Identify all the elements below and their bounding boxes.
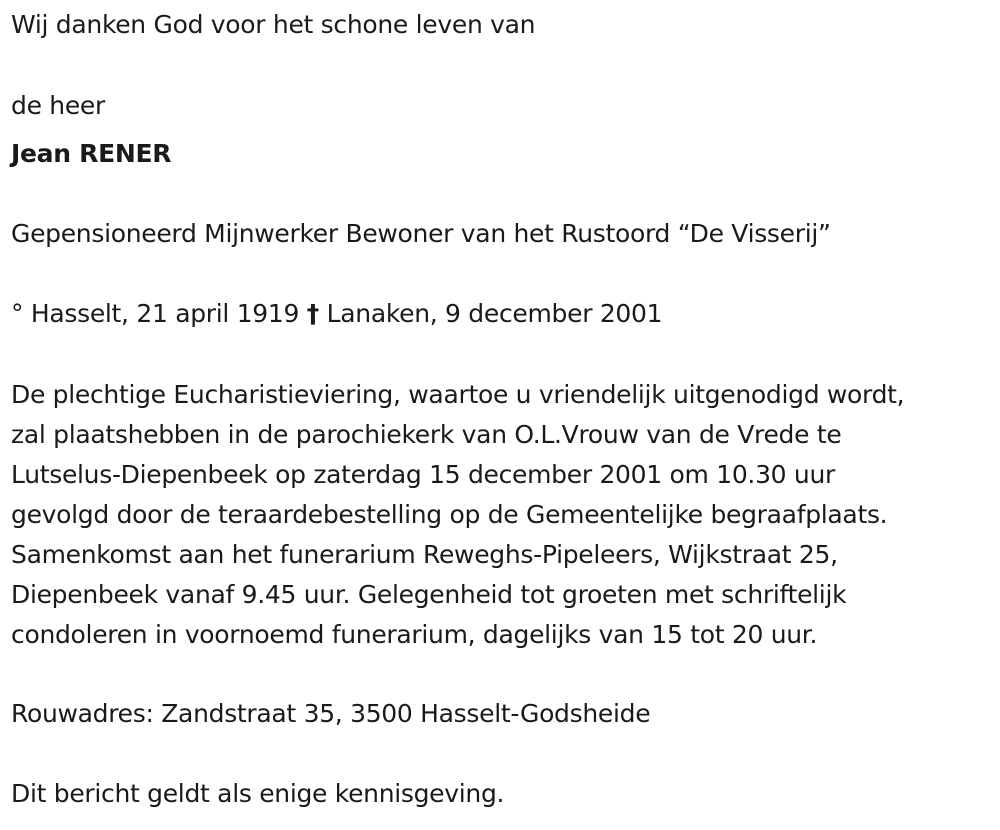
ceremony-line: Samenkomst aan het funerarium Reweghs-Pipeleers, Wijkstraat 25,	[11, 540, 838, 569]
life-dates	[11, 294, 662, 334]
ceremony-line: condoleren in voornoemd funerarium, dagelijks van 15 tot 20 uur.	[11, 620, 818, 649]
cross-icon: †	[306, 299, 319, 328]
ceremony-line: Diepenbeek vanaf 9.45 uur. Gelegenheid tot groeten met schriftelijk	[11, 580, 847, 609]
birth-text: ° Hasselt, 21 april 1919	[11, 299, 300, 328]
closing-text: Dit bericht geldt als enige kennisgeving.	[11, 779, 505, 808]
occupation-text: Gepensioneerd Mijnwerker Bewoner van het Rustoord “De Visserij”	[11, 219, 831, 248]
ceremony-line: gevolgd door de teraardebestelling op de Gemeentelijke begraafplaats.	[11, 500, 888, 529]
intro-text: Wij danken God voor het schone leven van	[11, 10, 536, 39]
ceremony-line: Lutselus-Diepenbeek op zaterdag 15 december 2001 om 10.30 uur	[11, 460, 835, 489]
salutation-text: de heer	[11, 91, 105, 120]
address-text: Rouwadres: Zandstraat 35, 3500 Hasselt-Godsheide	[11, 699, 651, 728]
death-text: Lanaken, 9 december 2001	[326, 299, 663, 328]
ceremony-paragraph	[11, 375, 904, 655]
ceremony-line: De plechtige Eucharistieviering, waartoe u vriendelijk uitgenodigd wordt,	[11, 380, 905, 409]
deceased-name: Jean RENER	[11, 139, 172, 168]
ceremony-line: zal plaatshebben in de parochiekerk van O.L.Vrouw van de Vrede te	[11, 420, 842, 449]
